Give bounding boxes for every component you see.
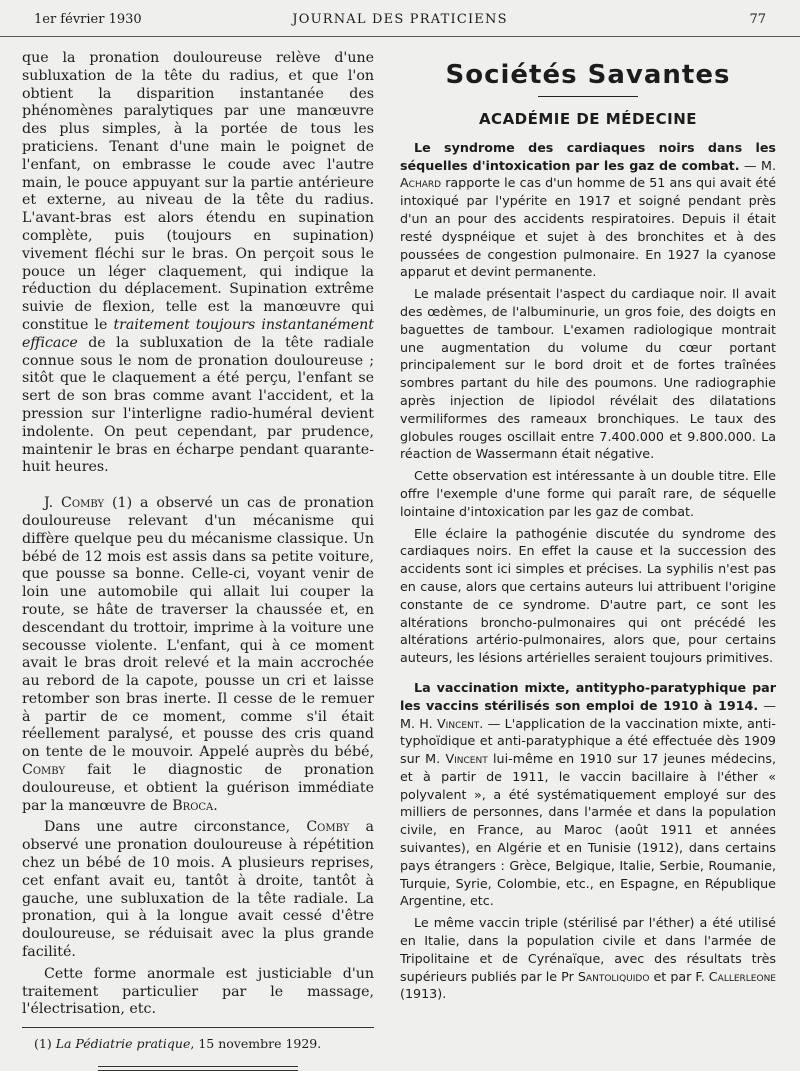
author-name: Santoliquido [577, 968, 650, 984]
author-name: Comby [306, 819, 350, 836]
footnote-number: (1) [34, 1036, 56, 1052]
paragraph-abnormal-form: Cette forme anormale est justiciable d'un traitement particulier par le massage, l'électrisation, etc. [22, 965, 374, 1018]
article-vaccination [400, 679, 776, 910]
text-span: et par F. [649, 968, 709, 984]
author-name: Vincent [437, 715, 480, 731]
text-span: fait le diagnostic de pronation douloureuse, et obtient la guérison immédiate par la manœuvre de [22, 762, 374, 814]
page-header [0, 0, 800, 37]
text-span: que la pronation douloureuse relève d'une subluxation de la tête du radius, et que l'on obtient la disparition instantanée des phénomènes paralytiques par une manœuvre des plus simples, à la portée de tous les praticiens. Tenant d'une main le poignet de l'enfant, on embrasse le coude avec l'autre main, le pouce appuyant sur la partie antérieure et externe, au niveau de la tête du radius. L'avant-bras est alors étendu en supination complète, puis (toujours en supination) vivement fléchi sur le bras. On perçoit sous le pouce un léger claquement, qui indique la réduction du déplacement. Supination extrême suivie de flexion, telle est la manœuvre qui constitue le [22, 50, 374, 333]
author-name: Callerleone [708, 968, 776, 984]
emphasis-text: traitement toujours instantanément efficace [22, 316, 374, 351]
author-name: Vincent [445, 751, 488, 767]
footnote [22, 1036, 374, 1052]
section-rule [538, 96, 638, 97]
paragraph-observation: Cette observation est intéressante à un double titre. Elle offre l'exemple d'une forme qui paraît rare, de séquelle lointaine d'intoxication par les gaz de combat. [400, 468, 776, 519]
issue-date: 1er février 1930 [34, 12, 142, 27]
text-span: . [213, 797, 218, 814]
text-span: (1913). [400, 986, 447, 1002]
left-column [22, 50, 374, 1071]
section-title: Sociétés Savantes [445, 60, 731, 90]
text-span: — M. [739, 157, 777, 173]
text-span: . — L'application de la vaccination mixte, anti-typhoïdique et anti-paratyphique a été effectuée dès 1909 sur M. [400, 715, 776, 767]
author-name: Comby [22, 762, 66, 779]
article-title: Le syndrome des cardiaques noirs dans les séquelles d'intoxication par les gaz de combat. [400, 139, 776, 173]
paragraph-comby-recurrence [22, 819, 374, 961]
paragraph-comby-case [22, 495, 374, 815]
page-number: 77 [749, 12, 766, 27]
paragraph-italy [400, 914, 776, 1003]
article-cardiaques-noirs [400, 139, 776, 281]
text-span: rapporte le cas d'un homme de 51 ans qui avait été intoxiqué par l'ypérite en 1917 et soigné pendant près d'un an pour des accidents respiratoires. Depuis il était resté dyspnéique et sujet à des bronchites et à des poussées de congestion pulmonaire. En 1927 la cyanose apparut et devint permanente. [400, 175, 776, 280]
article-title: La vaccination mixte, antitypho-paratyphique par les vaccins stérilisés son emploi de 1910 à 1914. [400, 679, 776, 713]
paragraph-patient: Le malade présentait l'aspect du cardiaque noir. Il avait des œdèmes, de l'albuminurie, un gros foie, des doigts en baguettes de tambour. L'examen radiologique montrait une augmentation du volume du cœur portant principalement sur le bord droit et de fortes traînées sombres partant du hile des poumons. Une radiographie après injection de lipiodol révélait des dilatations vermiliformes des rameaux bronchiques. Le taux des globules rouges oscillait entre 7.400.000 et 9.800.000. La réaction de Wassermann était négative. [400, 286, 776, 462]
journal-title: JOURNAL DES PRATICIENS [292, 12, 508, 27]
author-name: J. Comby [44, 495, 105, 512]
text-span: lui-même en 1910 sur 17 jeunes médecins, et à partir de 1911, le vaccin bacillaire à l'éther « polyvalent », a été systématiquement employé sur des milliers de personnes, dans l'armée et dans la population civile, en France, au Maroc (août 1911 et années suivantes), en Algérie et en Tunisie (1912), dans certains pays étrangers : Grèce, Belgique, Italie, Serbie, Roumanie, Turquie, Syrie, Colombie, etc., en Espagne, en République Argentine, etc. [400, 751, 776, 909]
paragraph-treatment [22, 50, 374, 477]
text-span: de la subluxation de la tête radiale connue sous le nom de pronation douloureuse ; sitôt que le claquement a été perçu, l'enfant se sert de son bras comme avant l'accident, et la pression sur l'interligne radio-huméral devient indolente. On peut cependant, par prudence, maintenir le bras en écharpe pendant quarante-huit heures. [22, 334, 374, 476]
text-span: Le même vaccin triple (stérilisé par l'éther) a été utilisé en Italie, dans la population civile et dans l'armée de Tripolitaine et de Cyrénaïque, avec des résultats très supérieurs publiés par le Pr [400, 915, 776, 984]
academy-title: ACADÉMIE DE MÉDECINE [478, 110, 698, 128]
author-name: Achard [400, 175, 442, 191]
footnote-date: , 15 novembre 1929. [190, 1036, 322, 1052]
footnote-separator [22, 1027, 374, 1028]
text-span: a observé une pronation douloureuse à répétition chez un bébé de 10 mois. A plusieurs reprises, cet enfant avait eu, tantôt à droite, tantôt à gauche, une subluxation de la tête radiale. La pronation, qui à la longue avait cessé d'être douloureuse, se réduisait avec la plus grande facilité. [22, 819, 374, 961]
paragraph-pathogenie: Elle éclaire la pathogénie discutée du syndrome des cardiaques noirs. En effet la cause et la succession des accidents sont ici simples et précises. La syphilis n'est pas en cause, alors que certains auteurs lui attribuent l'origine constante de ce syndrome. D'autre part, ce sont les altérations broncho-pulmonaires qui ont précédé les altérations artério-pulmonaires, alors que, pour certains auteurs, les lésions artérielles seraient toujours primitives. [400, 525, 776, 666]
text-span: Dans une autre circonstance, [44, 819, 307, 836]
author-name: Broca [172, 797, 214, 814]
footnote-source: La Pédiatrie pratique [55, 1036, 191, 1052]
right-column [400, 50, 776, 1007]
text-span: — M. H. [400, 697, 776, 731]
text-span: (1) a observé un cas de pronation douloureuse relevant d'un mécanisme qui diffère quelque peu du mécanisme classique. Un bébé de 12 mois est assis dans sa petite voiture, que pousse sa bonne. Celle-ci, voyant venir de loin une automobile qui allait lui couper la route, se hâte de traverser la chaussée et, en descendant du trottoir, imprime à la voiture une secousse violente. L'enfant, qui à ce moment avait le bras droit relevé et la main accrochée au rebord de la capote, pousse un cri et laisse retomber son bras inerte. Il cesse de le remuer à partir de ce moment, comme s'il était réellement paralysé, et pousse des cris quand on tente de le mouvoir. Appelé auprès du bébé, [22, 495, 374, 761]
